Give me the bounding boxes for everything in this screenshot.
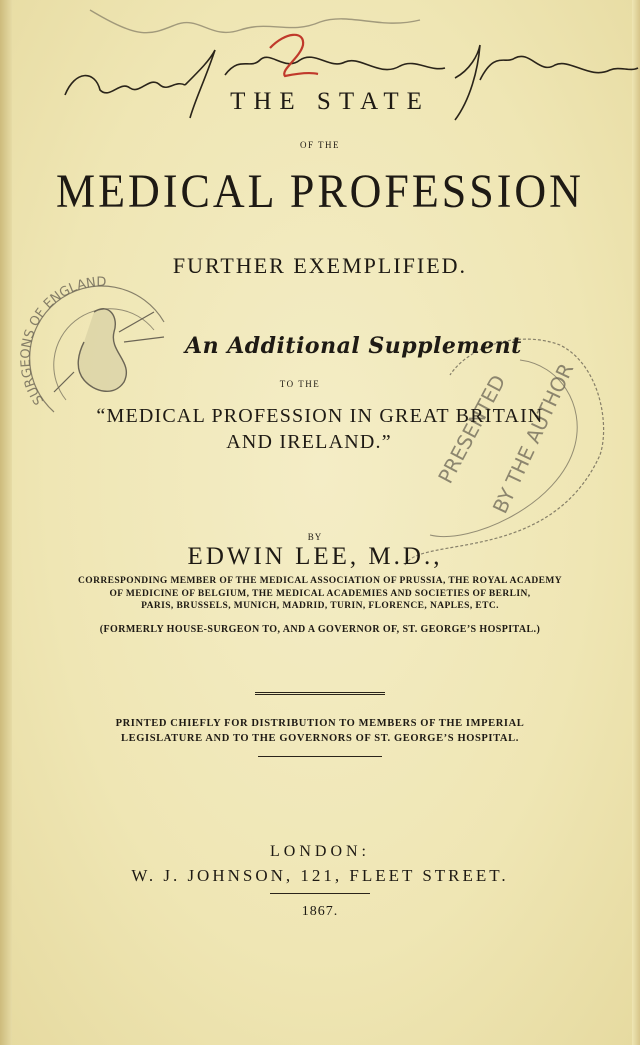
- subtitle: FURTHER EXEMPLIFIED.: [172, 253, 468, 278]
- page-edge-right: [632, 0, 640, 1045]
- pencil-number-2: [270, 35, 318, 76]
- by-line: BY: [307, 532, 323, 542]
- supplement-line: An Additional Supplement: [185, 333, 522, 359]
- imprint-city: LONDON:: [270, 843, 370, 860]
- divider-rule: [255, 694, 385, 695]
- imprint-year: 1867.: [301, 904, 339, 919]
- profession-line-2: AND IRELAND.”: [226, 431, 392, 453]
- printed-line: LEGISLATURE AND TO THE GOVERNORS OF ST. GEORGE’S HOSPITAL.: [121, 733, 519, 744]
- svg-text:BY THE AUTHOR: BY THE AUTHOR: [487, 359, 579, 518]
- svg-text:SURGEONS OF ENGLAND: SURGEONS OF ENGLAND: [18, 275, 107, 408]
- svg-text:PRESENTED: PRESENTED: [433, 370, 511, 488]
- page-edge-left: [0, 0, 12, 1045]
- credential-line: OF MEDICINE OF BELGIUM, THE MEDICAL ACADEMIES AND SOCIETIES OF BERLIN,: [109, 588, 531, 599]
- main-title: MEDICAL PROFESSION: [56, 165, 584, 218]
- title-of-the: OF THE: [299, 140, 341, 150]
- divider-rule: [258, 756, 382, 757]
- credential-line: PARIS, BRUSSELS, MUNICH, MADRID, TURIN, FLORENCE, NAPLES, ETC.: [141, 601, 499, 611]
- credential-line: CORRESPONDING MEMBER OF THE MEDICAL ASSOCIATION OF PRUSSIA, THE ROYAL ACADEMY: [78, 576, 562, 586]
- formerly-line: (FORMERLY HOUSE-SURGEON TO, AND A GOVERNOR OF, ST. GEORGE’S HOSPITAL.): [99, 624, 541, 635]
- to-the-line: TO THE: [279, 379, 321, 389]
- author-credentials: [0, 575, 640, 613]
- divider-rule: [255, 692, 385, 693]
- title-line-1: THE STATE: [230, 88, 430, 115]
- printed-line: PRINTED CHIEFLY FOR DISTRIBUTION TO MEMBERS OF THE IMPERIAL: [115, 718, 525, 729]
- printed-for-note: [0, 716, 640, 746]
- imprint-publisher: W. J. JOHNSON, 121, FLEET STREET.: [131, 866, 509, 885]
- profession-line-1: “MEDICAL PROFESSION IN GREAT BRITAIN: [96, 405, 544, 427]
- divider-rule: [270, 893, 370, 894]
- author-name: EDWIN LEE, M.D.,: [187, 543, 443, 570]
